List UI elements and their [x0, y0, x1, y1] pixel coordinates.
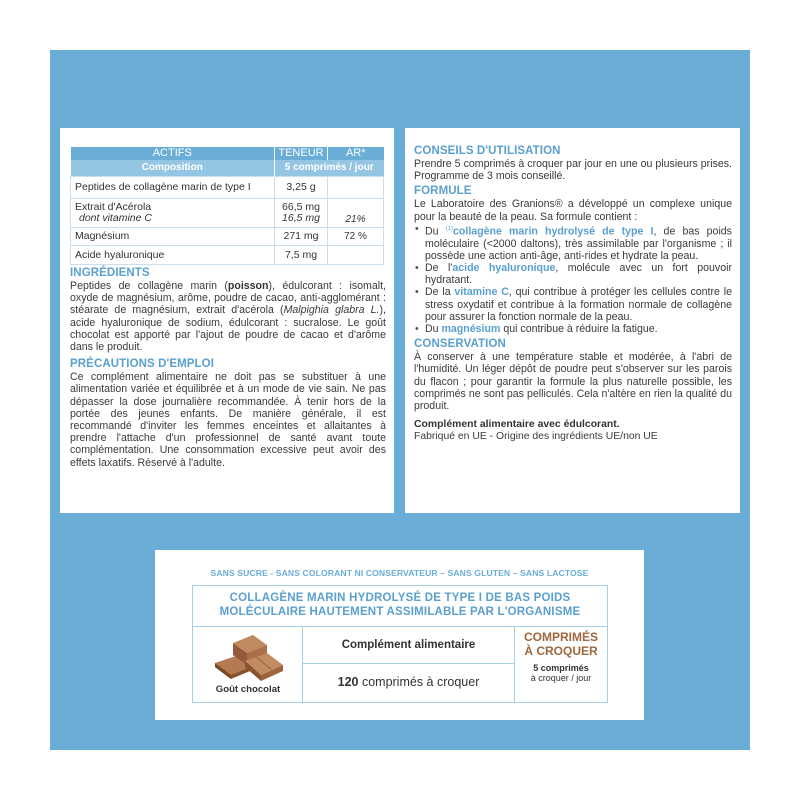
tablet-count-text: comprimés à croquer: [358, 675, 480, 689]
ingredients-text: [70, 280, 386, 353]
daily-dose-line-1: 5 comprimés: [533, 663, 589, 673]
chewable-title-line-2: À CROQUER: [524, 644, 598, 658]
ingredients-text-part: ), édulcorant : isomalt, oxyde de magnésium, arôme, poudre de cacao, anti-agglomérant : stéarate de magnésium, extrait d'acérola (: [70, 280, 387, 317]
table-row: [71, 246, 384, 265]
row-ar: 72 %: [328, 228, 384, 246]
row-ar: 21%: [328, 199, 384, 228]
daily-dose-line-2: à croquer / jour: [530, 673, 592, 683]
chocolate-pieces-icon: [211, 631, 285, 683]
row-amount: [275, 199, 328, 228]
item-suffix: , de bas poids moléculaire (<2000 daltons), très assimilable par l'organisme ; il possède une action anti-âge, anti-rides et hydrate la peau.: [425, 225, 732, 262]
footnote-marker: (1): [445, 225, 454, 232]
claims-line: SANS SUCRE - SANS COLORANT NI CONSERVATEUR – SANS GLUTEN – SANS LACTOSE: [210, 568, 589, 578]
latin-name: Malpighia glabra L.: [283, 304, 380, 317]
item-suffix: , qui contribue à protéger les cellules contre le stress oxydatif et contribue à la formation normale de collagène pour assurer la fonction normale de la peau.: [425, 286, 732, 323]
list-item: [414, 323, 732, 335]
table-row: [71, 199, 384, 228]
row-amount-main: 66,5 mg: [282, 201, 320, 213]
table-subheader-row: [71, 160, 384, 177]
row-name-sub: dont vitamine C: [79, 212, 152, 224]
row-ar: [328, 177, 384, 199]
item-suffix: qui contribue à réduire la fatigue.: [500, 322, 658, 335]
origin-notice: Fabriqué en UE - Origine des ingrédients UE/non UE: [414, 431, 658, 443]
ingredients-text-part: Peptides de collagène marin (: [70, 280, 228, 292]
row-amount-sub: 16,5 mg: [282, 212, 320, 224]
product-box-panel: [155, 550, 644, 720]
list-item: [414, 262, 732, 286]
formula-section: [414, 185, 732, 335]
ingredients-title: INGRÉDIENTS: [70, 267, 150, 279]
left-panel: [60, 128, 394, 513]
header-teneur: TENEUR: [275, 147, 328, 160]
item-prefix: De la: [425, 286, 455, 299]
chewable-title: [515, 630, 607, 658]
item-prefix: Du: [425, 225, 446, 238]
conservation-section: [414, 338, 732, 442]
usage-section: [414, 145, 732, 182]
usage-title: CONSEILS D'UTILISATION: [414, 145, 561, 157]
precautions-section: [70, 358, 386, 469]
table-row: [71, 228, 384, 246]
row-amount: 3,25 g: [275, 177, 328, 199]
formula-intro: Le Laboratoire des Granions® a développé un complexe unique pour la beauté de la peau. Sa formule contient :: [414, 198, 732, 223]
product-type-label: Complément alimentaire: [303, 627, 514, 664]
usage-text: Prendre 5 comprimés à croquer par jour en une ou plusieurs prises. Programme de 3 mois conseillé.: [414, 158, 732, 183]
item-prefix: De l': [425, 261, 453, 274]
header-actifs: ACTIFS: [71, 147, 275, 160]
row-amount: 7,5 mg: [275, 246, 328, 265]
header-ar: AR*: [328, 147, 384, 160]
headline: [193, 586, 607, 627]
formula-title: FORMULE: [414, 185, 472, 198]
row-name: [71, 199, 275, 228]
chewable-cell: [515, 627, 607, 702]
left-text-sections: [70, 267, 386, 469]
product-info-box: [192, 585, 608, 703]
subheader-composition: Composition: [71, 160, 275, 177]
allergen-bold: poisson: [227, 280, 269, 292]
item-prefix: Du: [425, 322, 442, 335]
row-name: Peptides de collagène marin de type I: [71, 177, 275, 199]
item-highlight: collagène marin hydrolysé de type I: [453, 225, 654, 238]
flavor-label: Goût chocolat: [215, 684, 281, 695]
subheader-dose: 5 comprimés / jour: [275, 160, 384, 177]
right-panel: [405, 128, 740, 513]
table-header-row: [71, 147, 384, 160]
list-item: [414, 223, 732, 262]
nutrition-table: [70, 147, 384, 265]
conservation-text: À conserver à une température stable et modérée, à l'abri de l'humidité. Un léger dépôt de poudre peut s'observer sur les parois du flacon ; pour garantir la formule la plus naturelle possible, les comprimés ne sont pas pelliculés. Cela n'altère en rien la qualité du produit.: [414, 351, 732, 412]
list-item: [414, 286, 732, 323]
tablet-count-number: 120: [337, 675, 359, 689]
row-name-main: Extrait d'Acérola: [75, 201, 152, 213]
precautions-title: PRÉCAUTIONS D'EMPLOI: [70, 358, 215, 371]
row-ar: [328, 246, 384, 265]
row-name: Magnésium: [71, 228, 275, 246]
item-suffix: , molécule avec un fort pouvoir hydratant.: [425, 261, 732, 287]
formula-list: [414, 223, 732, 335]
chewable-title-line-1: COMPRIMÉS: [523, 630, 598, 644]
right-text-sections: [414, 145, 732, 445]
table-row: [71, 177, 384, 199]
product-type-cell: [303, 627, 515, 702]
item-highlight: magnésium: [441, 322, 501, 335]
row-amount: 271 mg: [275, 228, 328, 246]
headline-line-2: MOLÉCULAIRE HAUTEMENT ASSIMILABLE PAR L'ORGANISME: [219, 605, 581, 618]
row-name: Acide hyaluronique: [71, 246, 275, 265]
item-highlight: vitamine C: [454, 286, 509, 299]
conservation-title: CONSERVATION: [414, 338, 506, 351]
ingredients-section: [70, 267, 386, 353]
item-highlight: acide hyaluronique: [452, 261, 556, 274]
supplement-notice: Complément alimentaire avec édulcorant.: [414, 419, 620, 431]
tablet-count: [303, 664, 514, 702]
flavor-cell: [193, 627, 303, 702]
precautions-text: Ce complément alimentaire ne doit pas se substituer à une alimentation variée et équilibrée et à un mode de vie sain. Ne pas dépasser la dose journalière recommandée. À tenir hors de la portée des jeunes enfants. De manière générale, il est recommandé d'inviter les femmes enceintes et allaitantes à prendre l'attache d'un professionnel de santé avant toute complémentation. Une consommation excessive peut avoir des effets laxatifs. Réservé à l'adulte.: [70, 371, 386, 469]
headline-line-1: COLLAGÈNE MARIN HYDROLYSÉ DE TYPE I DE BAS POIDS: [229, 592, 571, 604]
ingredients-text-part: ), acide hyaluronique de sodium, édulcorant : sucralose. Le goût chocolat est apporté par l'ajout de poudre de cacao et d'arôme dans le produit.: [70, 304, 387, 354]
